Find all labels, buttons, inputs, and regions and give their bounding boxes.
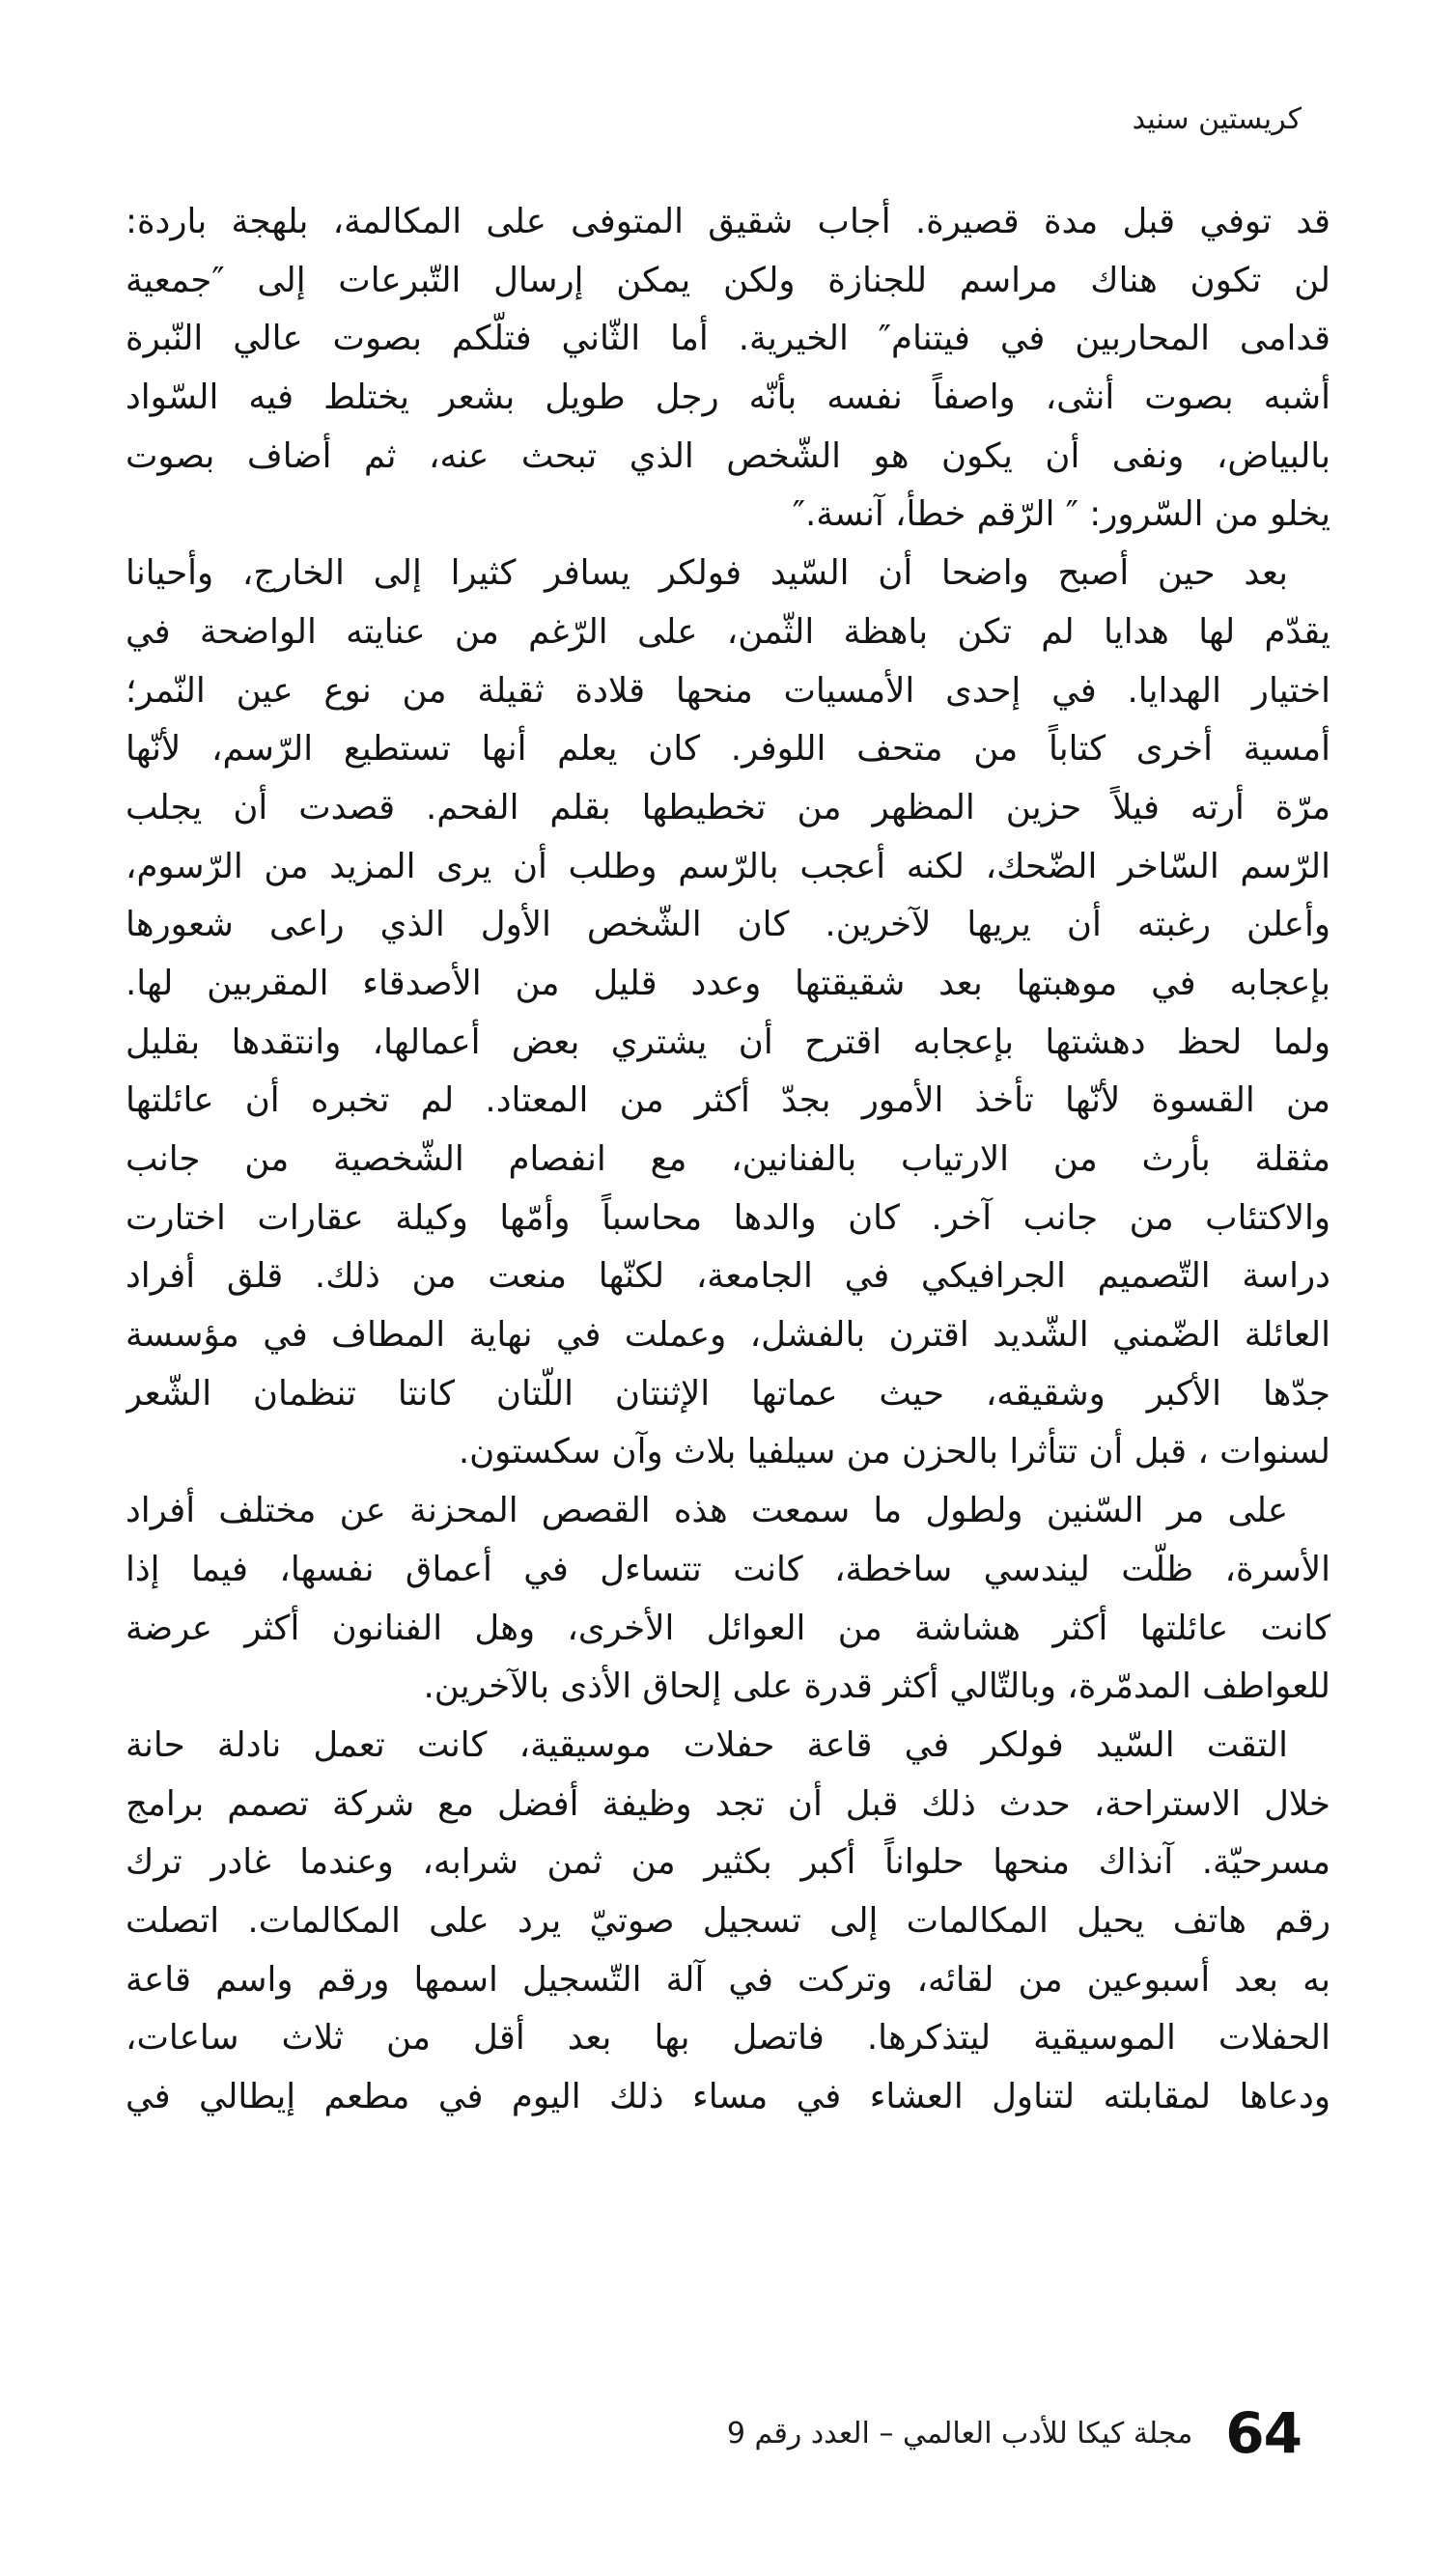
text-line: التقت السّيد فولكر في قاعة حفلات موسيقية، كانت تعمل نادلة حانة [126,1724,1288,1765]
running-header-author: كريستين سنيد [1132,102,1302,136]
text-line: ولما لحظ دهشتها بإعجابه اقترح أن يشتري بعض أعمالها، وانتقدها بقليل [126,1022,1330,1062]
text-line: بالبياض، ونفى أن يكون هو الشّخص الذي تبحث عنه، ثم أضاف بصوت [126,435,1330,476]
text-line: دراسة التّصميم الجرافيكي في الجامعة، لكنّها منعت من ذلك. قلق أفراد [126,1256,1330,1297]
paragraph-1 [126,193,1330,545]
text-line: أمسية أخرى كتاباً من متحف اللوفر. كان يعلم أنها تستطيع الرّسم، لأنّها [126,729,1330,770]
text-line: قدامى المحاربين في فيتنام″ الخيرية. أما الثّاني فتلّكم بصوت عالي النّبرة [126,319,1330,359]
text-line: الأسرة، ظلّت ليندسي ساخطة، كانت تتساءل في أعماق نفسها، فيما إذا [126,1549,1330,1589]
text-line: أشبه بصوت أنثى، واصفاً نفسه بأنّه رجل طويل بشعر يختلط فيه السّواد [126,378,1330,418]
text-line: ودعاها لمقابلته لتناول العشاء في مساء ذلك اليوم في مطعم إيطالي في [126,2077,1330,2116]
text-line: بإعجابه في موهبتها بعد شقيقتها وعدد قليل من الأصدقاء المقربين لها. [126,963,1330,1003]
text-line: الحفلات الموسيقية ليتذكرها. فاتصل بها بعد أقل من ثلاث ساعات، [126,2018,1330,2059]
text-line: على مر السّنين ولطول ما سمعت هذه القصص المحزنة عن مختلف أفراد [126,1491,1288,1531]
text-line: كانت عائلتها أكثر هشاشة من العوائل الأخرى، وهل الفنانون أكثر عرضة [126,1608,1330,1648]
text-line: جدّها الأكبر وشقيقه، حيث عماتها الإثنتان اللّتان كانتا تنظمان الشّعر [126,1373,1330,1414]
paragraph-3 [126,1482,1330,1717]
text-line: به بعد أسبوعين من لقائه، وتركت في آلة التّسجيل اسمها ورقم واسم قاعة [126,1959,1330,2000]
text-line: يخلو من السّرور: ″ الرّقم خطأ، آنسة.″ [792,494,1330,535]
text-line: يقدّم لها هدايا لم تكن باهظة الثّمن، على الرّغم من عنايته الواضحة في [126,611,1330,652]
text-line: وأعلن رغبته أن يريها لآخرين. كان الشّخص الأول الذي راعى شعورها [126,905,1330,945]
text-line: بعد حين أصبح واضحا أن السّيد فولكر يسافر كثيرا إلى الخارج، وأحيانا [126,553,1288,594]
text-line: مرّة أرته فيلاً حزين المظهر من تخطيطها بقلم الفحم. قصدت أن يجلب [126,787,1330,827]
text-line: من القسوة لأنّها تأخذ الأمور بجدّ أكثر من المعتاد. لم تخبره أن عائلتها [126,1080,1330,1121]
text-line: اختيار الهدايا. في إحدى الأمسيات منحها قلادة ثقيلة من نوع عين النّمر؛ [126,670,1330,711]
text-line: مسرحيّة. آنذاك منحها حلواناً أكبر بكثير من ثمن شرابه، وعندما غادر ترك [126,1842,1330,1883]
text-line: الرّسم السّاخر الضّحك، لكنه أعجب بالرّسم وطلب أن يرى المزيد من الرّسوم، [126,846,1330,886]
text-line: لسنوات ، قبل أن تتأثرا بالحزن من سيلفيا بلاث وآن سكستون. [458,1432,1330,1472]
text-line: للعواطف المدمّرة، وبالتّالي أكثر قدرة على إلحاق الأذى بالآخرين. [423,1667,1330,1707]
text-line: رقم هاتف يحيل المكالمات إلى تسجيل صوتيّ يرد على المكالمات. اتصلت [126,1900,1330,1941]
page-number: 64 [1225,2400,1302,2466]
text-line: والاكتئاب من جانب آخر. كان والدها محاسباً وأمّها وكيلة عقارات اختارت [126,1197,1330,1238]
text-line: خلال الاستراحة، حدث ذلك قبل أن تجد وظيفة أفضل مع شركة تصمم برامج [126,1783,1330,1824]
text-line: قد توفي قبل مدة قصيرة. أجاب شقيق المتوفى على المكالمة، بلهجة باردة: [126,202,1330,241]
text-line: العائلة الضّمني الشّديد اقترن بالفشل، وعملت في نهاية المطاف في مؤسسة [126,1315,1330,1356]
paragraph-4 [126,1717,1330,2127]
text-line: لن تكون هناك مراسم للجنازة ولكن يمكن إرسال التّبرعات إلى ″جمعية [126,260,1330,300]
paragraph-2 [126,545,1330,1482]
page-footer [126,2395,1302,2472]
body-text [126,193,1330,2127]
text-line: مثقلة بأرث من الارتياب بالفنانين، مع انفصام الشّخصية من جانب [126,1139,1330,1179]
footer-journal-title: مجلة كيكا للأدب العالمي – العدد رقم 9 [726,2416,1193,2451]
